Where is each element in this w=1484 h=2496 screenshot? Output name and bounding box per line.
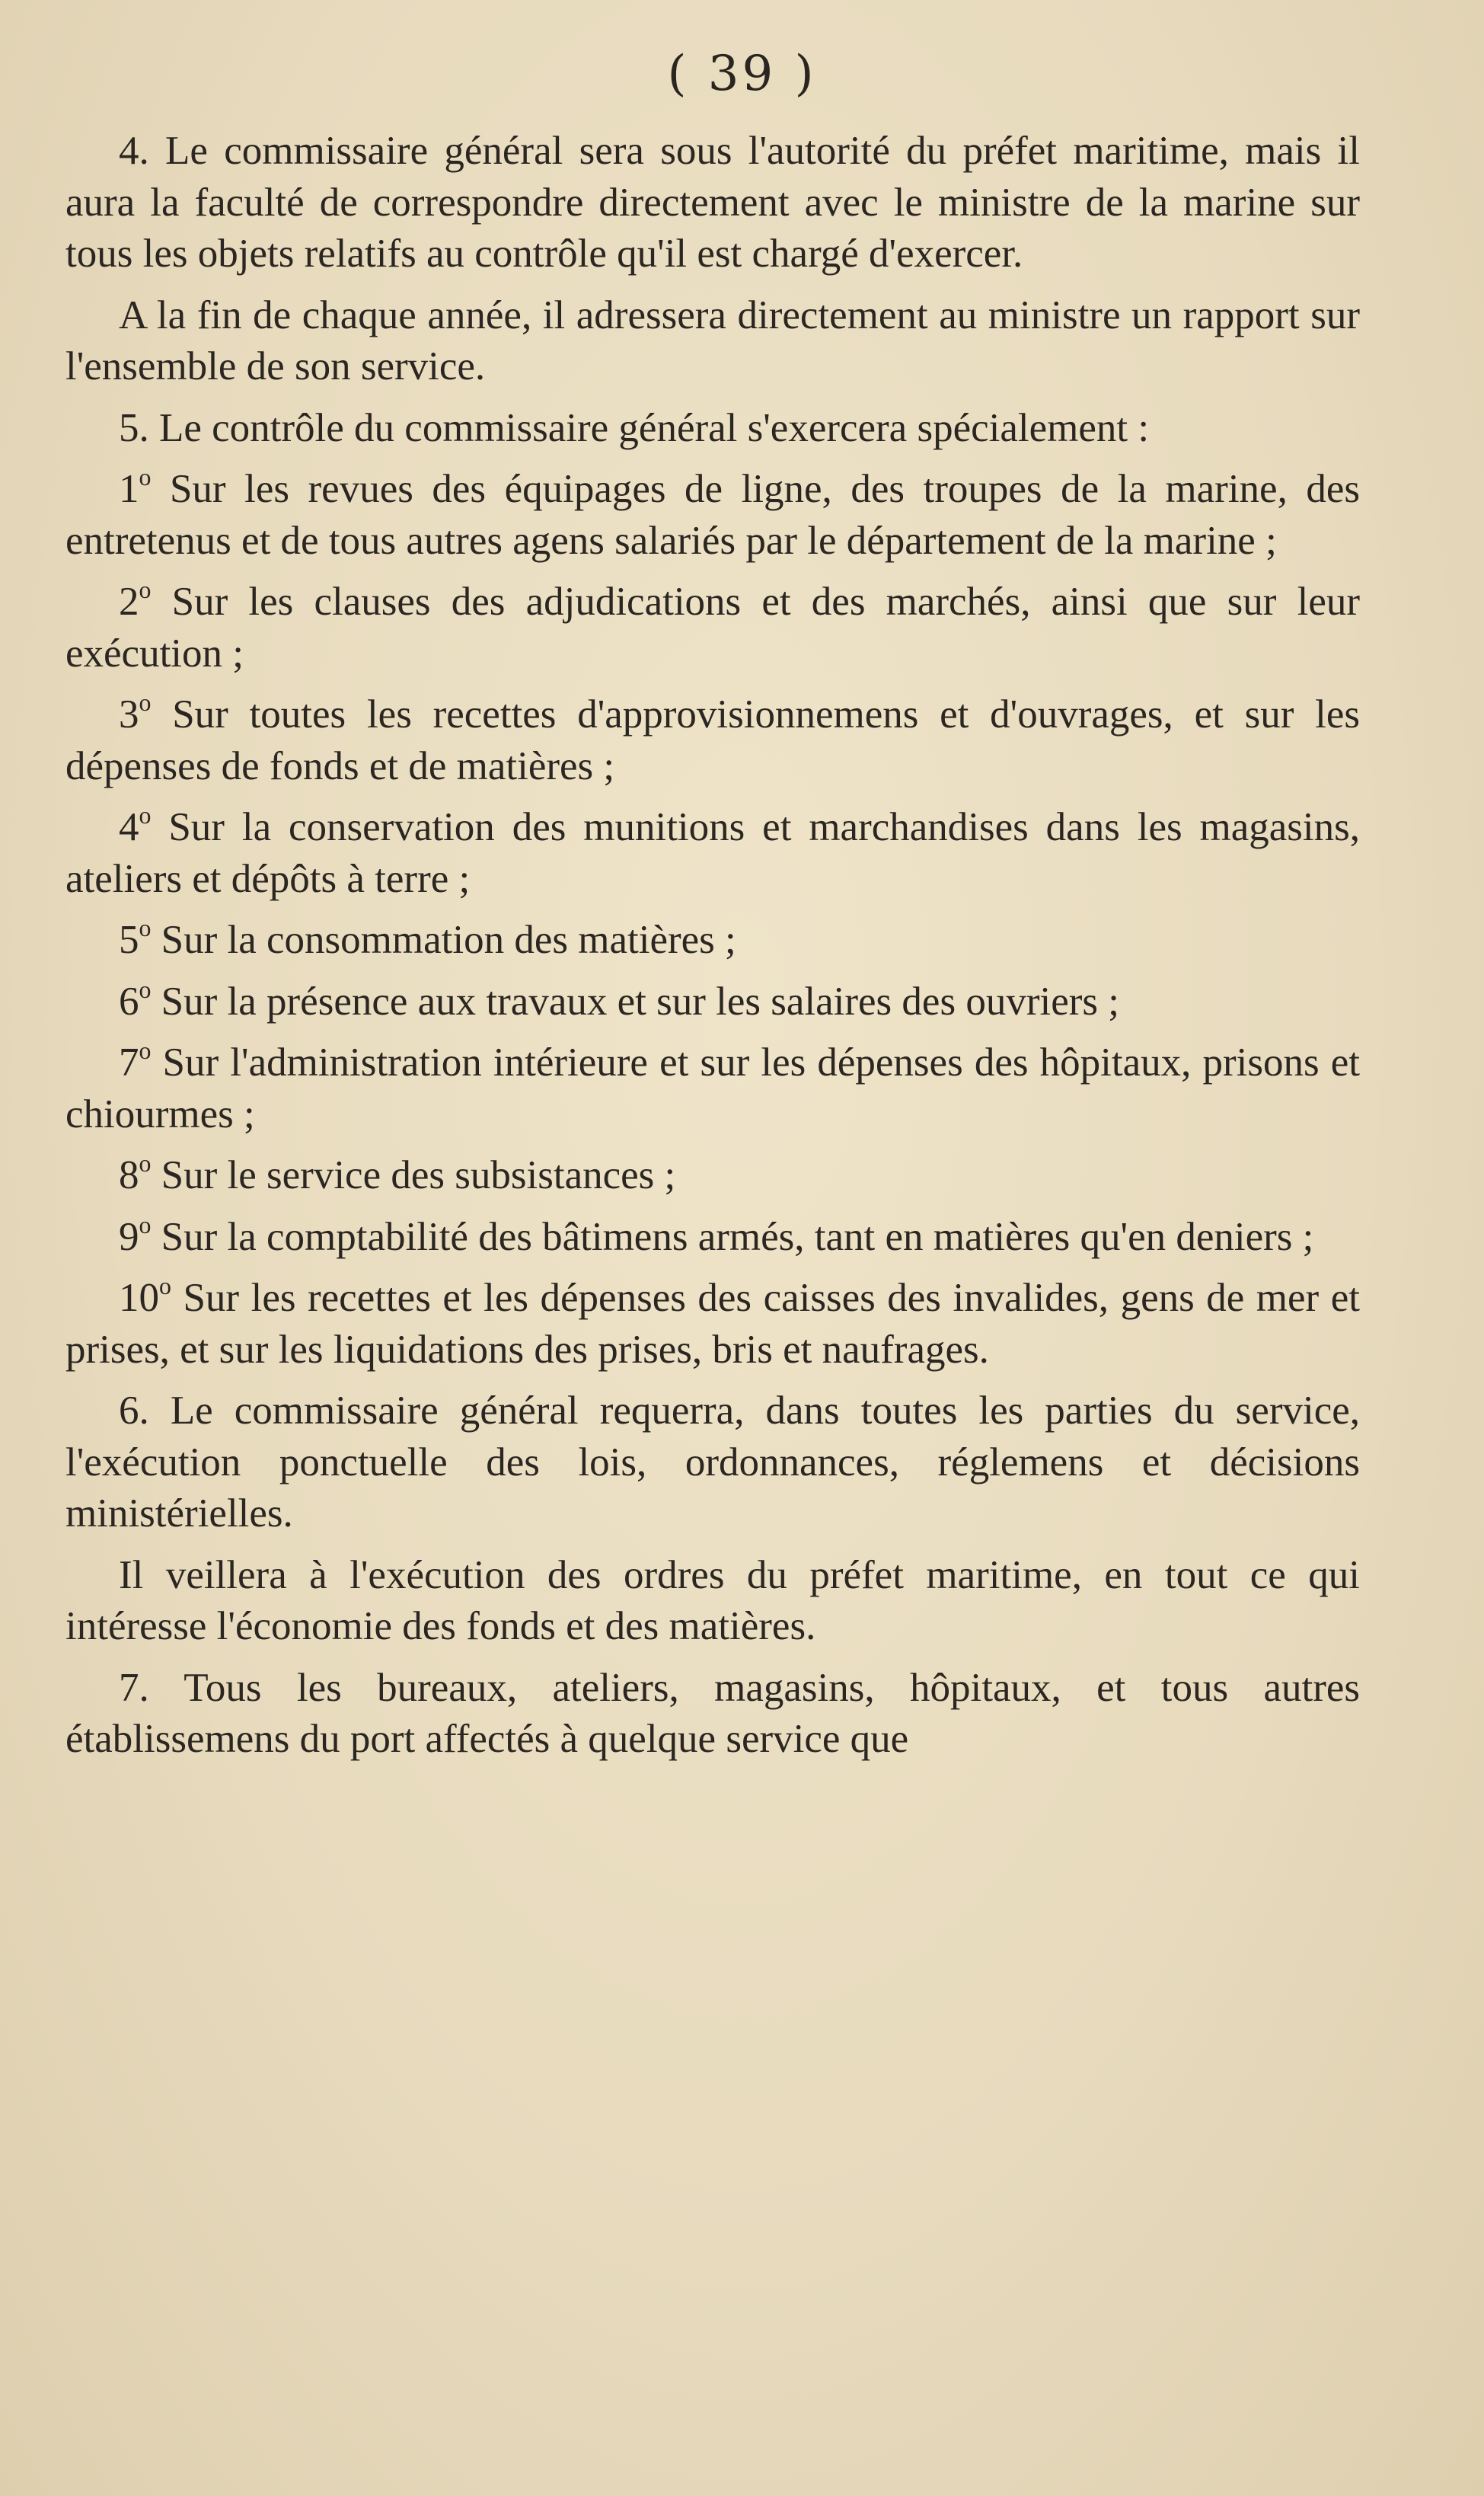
list-item: [65, 1212, 1360, 1264]
article-number: 6.: [119, 1389, 149, 1433]
paragraph-text: Le commissaire général requerra, dans toutes les parties du service, l'exécution ponctuelle des lois, ordonnances, réglemens et décisions ministérielles.: [65, 1389, 1360, 1536]
article-number: 7.: [119, 1665, 149, 1710]
item-number: 7: [119, 1040, 139, 1085]
ordinal-suffix: o: [139, 976, 152, 1003]
article-paragraph: [65, 1385, 1360, 1540]
list-item: [65, 577, 1360, 679]
list-item: [65, 976, 1360, 1028]
article-paragraph: [65, 1663, 1360, 1766]
item-number: 5: [119, 918, 139, 962]
ordinal-suffix: o: [139, 1037, 152, 1064]
paragraph-text: Le contrôle du commissaire général s'exercera spécialement :: [159, 405, 1150, 450]
paragraph-text: Il veillera à l'exécution des ordres du préfet maritime, en tout ce qui intéresse l'économie des fonds et des matières.: [65, 1552, 1360, 1648]
ordinal-suffix: o: [139, 689, 152, 716]
paragraph-text: Tous les bureaux, ateliers, magasins, hôpitaux, et tous autres établissemens du port affectés à quelque service que: [65, 1665, 1361, 1761]
ordinal-suffix: o: [139, 914, 152, 941]
paragraph-text: Sur la conservation des munitions et marchandises dans les magasins, ateliers et dépôts à terre ;: [65, 805, 1360, 901]
ordinal-suffix: o: [139, 1211, 152, 1238]
item-number: 9: [119, 1214, 139, 1259]
item-number: 10: [119, 1276, 159, 1320]
paragraph-text: Le commissaire général sera sous l'autorité du préfet maritime, mais il aura la faculté de correspondre directement avec le ministre de la marine sur tous les objets relatifs au contrôle qu'il est chargé d'exercer.: [65, 129, 1361, 276]
paragraph-text: A la fin de chaque année, il adressera directement au ministre un rapport sur l'ensemble de son service.: [65, 292, 1360, 388]
paragraph-text: Sur la présence aux travaux et sur les salaires des ouvriers ;: [161, 979, 1119, 1024]
article-paragraph: [65, 126, 1360, 280]
list-item: [65, 1037, 1360, 1140]
ordinal-suffix: o: [159, 1272, 171, 1299]
page-number: ( 39 ): [667, 46, 817, 102]
list-item: [65, 1150, 1360, 1202]
article-paragraph: [65, 290, 1360, 393]
item-number: 4: [119, 805, 139, 849]
ordinal-suffix: o: [139, 801, 152, 829]
article-number: 4.: [119, 129, 149, 173]
paragraph-text: Sur les recettes et les dépenses des caisses des invalides, gens de mer et prises, et sur les liquidations des prises, bris et naufrages.: [65, 1276, 1360, 1372]
page-body: [65, 126, 1360, 1766]
article-paragraph: [65, 403, 1360, 455]
list-item: [65, 689, 1360, 792]
paragraph-text: Sur toutes les recettes d'approvisionnemens et d'ouvrages, et sur les dépenses de fonds et de matières ;: [65, 692, 1361, 788]
item-number: 8: [119, 1153, 139, 1197]
ordinal-suffix: o: [139, 463, 152, 491]
item-number: 3: [119, 692, 139, 737]
item-number: 1: [119, 467, 139, 511]
paragraph-text: Sur l'administration intérieure et sur les dépenses des hôpitaux, prisons et chiourmes ;: [65, 1040, 1360, 1136]
list-item: [65, 915, 1360, 967]
article-number: 5.: [119, 405, 149, 450]
article-paragraph: [65, 1550, 1360, 1653]
paragraph-text: Sur les revues des équipages de ligne, des troupes de la marine, des entretenus et de tous autres agens salariés par le département de la marine ;: [65, 467, 1361, 563]
list-item: [65, 1273, 1360, 1376]
paragraph-text: Sur les clauses des adjudications et des marchés, ainsi que sur leur exécution ;: [65, 580, 1361, 676]
list-item: [65, 464, 1360, 567]
list-item: [65, 802, 1360, 905]
paragraph-text: Sur le service des subsistances ;: [161, 1153, 676, 1197]
paragraph-text: Sur la consommation des matières ;: [161, 918, 736, 962]
paragraph-text: Sur la comptabilité des bâtimens armés, tant en matières qu'en deniers ;: [161, 1214, 1314, 1259]
ordinal-suffix: o: [139, 1149, 152, 1177]
item-number: 2: [119, 580, 139, 624]
item-number: 6: [119, 979, 139, 1024]
ordinal-suffix: o: [139, 576, 152, 603]
